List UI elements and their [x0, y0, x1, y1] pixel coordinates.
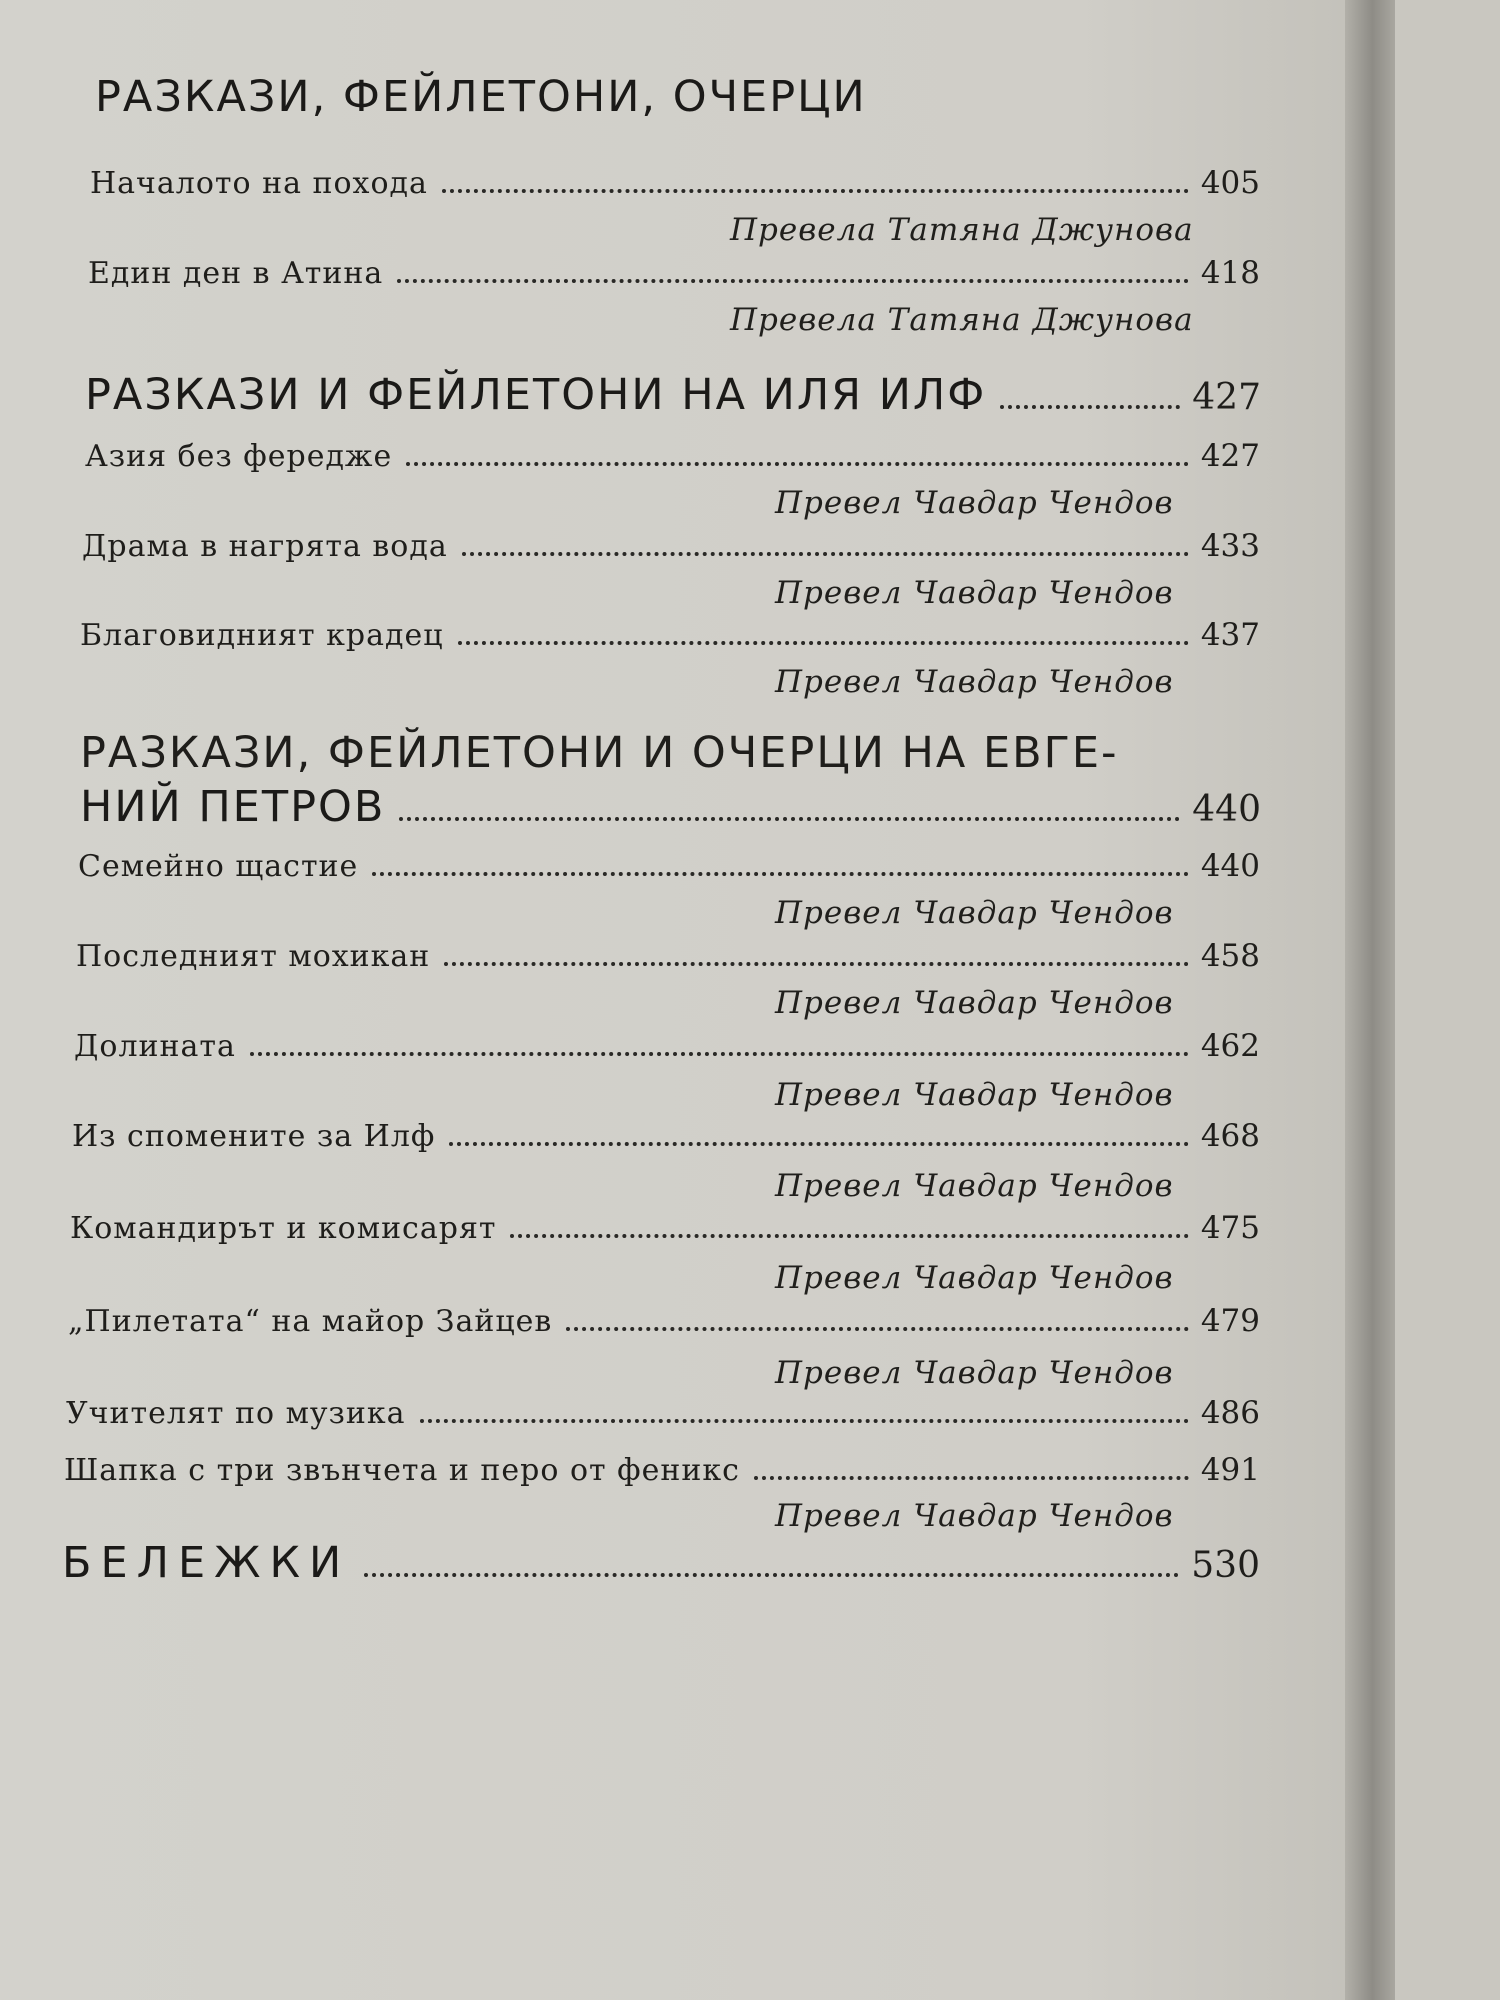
- page-number: 427: [1200, 438, 1260, 474]
- page-number: 427: [1192, 377, 1261, 418]
- toc-entry: [88, 255, 1260, 291]
- entry-title: Семейно щастие: [78, 849, 359, 884]
- translator-credit: Превел Чавдар Чендов: [775, 985, 1174, 1021]
- entry-title: Един ден в Атина: [88, 256, 384, 291]
- translator-credit: Превел Чавдар Чендов: [775, 1355, 1174, 1391]
- toc-entry: [66, 1395, 1260, 1431]
- dot-leader: [444, 962, 1189, 966]
- entry-title: Азия без фередже: [85, 439, 393, 474]
- section-heading: [95, 72, 867, 122]
- dot-leader: [397, 279, 1189, 283]
- page-number: 440: [1200, 848, 1260, 884]
- page-number: 437: [1200, 617, 1260, 653]
- page-number: 418: [1200, 255, 1260, 291]
- toc-entry: [80, 617, 1260, 653]
- page-number: 405: [1200, 165, 1260, 201]
- page-number: 462: [1200, 1028, 1260, 1064]
- translator-credit: Превел Чавдар Чендов: [775, 575, 1174, 611]
- section-heading: [62, 1538, 1260, 1588]
- translator-credit: Превел Чавдар Чендов: [775, 1498, 1174, 1534]
- dot-leader: [406, 462, 1189, 466]
- page-number: 440: [1192, 789, 1261, 830]
- toc-entry: [74, 1028, 1260, 1064]
- entry-title: Благовидният крадец: [80, 618, 444, 653]
- entry-title: Из спомените за Илф: [72, 1119, 436, 1154]
- entry-title: Драма в нагрятa вода: [82, 529, 448, 564]
- dot-leader: [510, 1234, 1188, 1238]
- adjacent-page: [1395, 0, 1500, 2000]
- entry-title: Учителят по музика: [66, 1396, 406, 1431]
- book-spine: [1345, 0, 1395, 2000]
- toc-entry: [68, 1303, 1260, 1339]
- entry-title: Последният мохикан: [76, 939, 431, 974]
- dot-leader: [399, 817, 1180, 821]
- section-title: РАЗКАЗИ, ФЕЙЛЕТОНИ, ОЧЕРЦИ: [95, 72, 867, 122]
- toc-entry: [76, 938, 1260, 974]
- dot-leader: [458, 641, 1189, 645]
- section-heading: [85, 370, 1261, 420]
- dot-leader: [420, 1419, 1189, 1423]
- translator-credit: Превел Чавдар Чендов: [775, 1168, 1174, 1204]
- toc-entry: [72, 1118, 1260, 1154]
- dot-leader: [250, 1052, 1189, 1056]
- dot-leader: [449, 1142, 1188, 1146]
- translator-credit: Превел Чавдар Чендов: [775, 664, 1174, 700]
- entry-title: Шапка с три звънчета и перо от феникс: [64, 1453, 740, 1488]
- translator-credit: Превела Татяна Джунова: [730, 302, 1194, 338]
- dot-leader: [372, 872, 1189, 876]
- dot-leader: [442, 189, 1189, 193]
- page-number: 458: [1200, 938, 1260, 974]
- page-number: 479: [1200, 1303, 1260, 1339]
- section-title-line-2: НИЙ ПЕТРОВ: [80, 782, 386, 832]
- dot-leader: [462, 552, 1189, 556]
- translator-credit: Превела Татяна Джунова: [730, 212, 1194, 248]
- dot-leader: [364, 1573, 1179, 1577]
- dot-leader: [754, 1476, 1189, 1480]
- entry-title: Командирът и комисарят: [70, 1211, 497, 1246]
- toc-entry: [90, 165, 1260, 201]
- page-number: 475: [1200, 1210, 1260, 1246]
- toc-entry: [85, 438, 1260, 474]
- toc-entry: [82, 528, 1260, 564]
- entry-title: Началото на похода: [90, 166, 428, 201]
- toc-entry: [64, 1452, 1260, 1488]
- section-title-line-1: РАЗКАЗИ, ФЕЙЛЕТОНИ И ОЧЕРЦИ НА ЕВГЕ-: [80, 728, 1119, 778]
- section-heading: [80, 782, 1261, 832]
- toc-entry: [78, 848, 1260, 884]
- entry-title: Долината: [74, 1029, 236, 1064]
- dot-leader: [566, 1327, 1189, 1331]
- page-number: 491: [1200, 1452, 1260, 1488]
- translator-credit: Превел Чавдар Чендов: [775, 485, 1174, 521]
- translator-credit: Превел Чавдар Чендов: [775, 895, 1174, 931]
- translator-credit: Превел Чавдар Чендов: [775, 1077, 1174, 1113]
- page-number: 530: [1191, 1545, 1260, 1586]
- page-number: 486: [1200, 1395, 1260, 1431]
- translator-credit: Превел Чавдар Чендов: [775, 1260, 1174, 1296]
- page-number: 468: [1200, 1118, 1260, 1154]
- section-title: РАЗКАЗИ И ФЕЙЛЕТОНИ НА ИЛЯ ИЛФ: [85, 370, 987, 420]
- dot-leader: [1000, 405, 1180, 409]
- toc-entry: [70, 1210, 1260, 1246]
- page-number: 433: [1200, 528, 1260, 564]
- section-title: БЕЛЕЖКИ: [62, 1538, 351, 1588]
- entry-title: „Пилетата“ на майор Зайцев: [68, 1304, 553, 1339]
